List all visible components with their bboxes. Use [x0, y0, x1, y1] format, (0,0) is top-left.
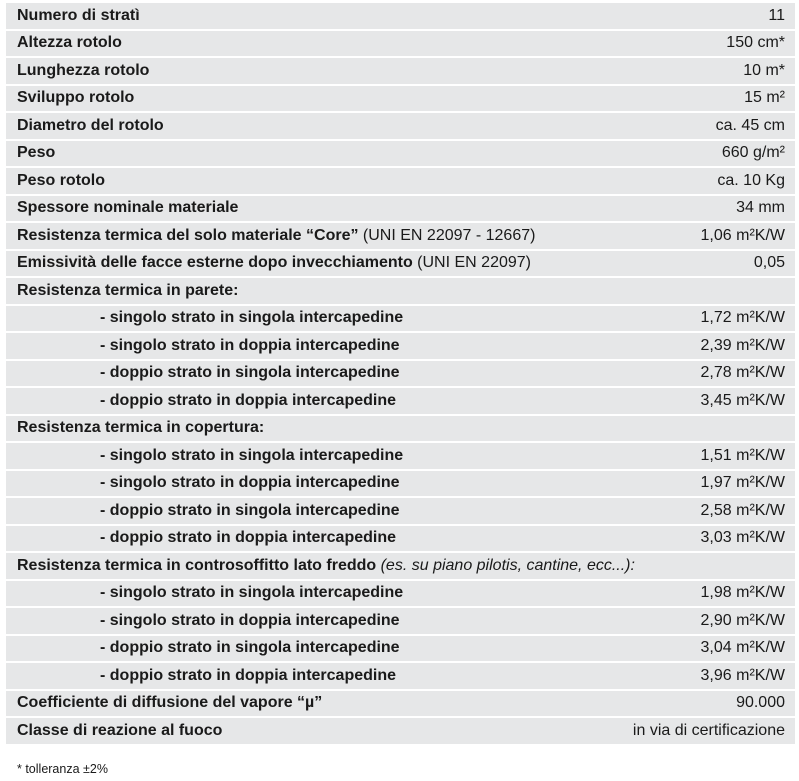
- row-label: - doppio strato in doppia intercapedine: [100, 391, 397, 409]
- row-value: ca. 10 Kg: [717, 171, 785, 189]
- row-label: - singolo strato in doppia intercapedine: [100, 336, 400, 354]
- row-label: Numero di stratì: [17, 6, 140, 24]
- row-label: Peso rotolo: [17, 171, 106, 189]
- footnote: * tolleranza ±2%: [17, 762, 108, 776]
- row-controsoffitto-4: [6, 663, 795, 689]
- row-spessore: [6, 196, 795, 222]
- row-section-parete: [6, 278, 795, 304]
- row-value: 11: [768, 6, 785, 24]
- row-controsoffitto-2: [6, 608, 795, 634]
- row-value: ca. 45 cm: [715, 116, 785, 134]
- row-label: Peso: [17, 144, 56, 162]
- row-label: Spessore nominale materiale: [17, 199, 239, 217]
- row-diffusione-vapore: [6, 691, 795, 717]
- row-value: 2,78 m²K/W: [700, 364, 785, 382]
- row-label: Diametro del rotolo: [17, 116, 164, 134]
- row-label: [6, 254, 754, 272]
- section-heading: Resistenza termica in parete:: [17, 281, 239, 299]
- row-peso-rotolo: [6, 168, 795, 194]
- row-value: 1,51 m²K/W: [700, 446, 785, 464]
- row-label-main: Resistenza termica del solo materiale “Core”: [17, 226, 359, 244]
- row-parete-4: [6, 388, 795, 414]
- section-heading: Resistenza termica in copertura:: [17, 419, 265, 437]
- row-label: - singolo strato in doppia intercapedine: [100, 474, 400, 492]
- row-copertura-4: [6, 526, 795, 552]
- row-label-note: (UNI EN 22097): [412, 254, 531, 272]
- row-label: - doppio strato in doppia intercapedine: [100, 666, 397, 684]
- row-copertura-3: [6, 498, 795, 524]
- row-label-main: Resistenza termica in controsoffitto lato freddo: [17, 556, 377, 574]
- row-value: 0,05: [753, 254, 785, 272]
- row-parete-1: [6, 306, 795, 332]
- row-altezza-rotolo: [6, 31, 795, 57]
- row-label: Coefficiente di diffusione del vapore “µ”: [17, 694, 323, 712]
- row-resistenza-core: [6, 223, 795, 249]
- row-sviluppo-rotolo: [6, 86, 795, 112]
- row-copertura-1: [6, 443, 795, 469]
- row-value: 3,45 m²K/W: [700, 391, 785, 409]
- row-value: 1,97 m²K/W: [700, 474, 785, 492]
- row-value: 34 mm: [736, 199, 785, 217]
- row-label: Altezza rotolo: [17, 34, 122, 52]
- row-emissivita: [6, 251, 795, 277]
- row-section-copertura: [6, 416, 795, 442]
- row-copertura-2: [6, 471, 795, 497]
- row-label: [6, 227, 701, 245]
- row-value: 1,72 m²K/W: [700, 309, 785, 327]
- row-value: 3,03 m²K/W: [700, 529, 785, 547]
- row-label: - doppio strato in singola intercapedine: [100, 639, 400, 657]
- row-label-note: (UNI EN 22097 - 12667): [358, 226, 536, 244]
- row-label-note: (es. su piano pilotis, cantine, ecc...):: [376, 556, 635, 574]
- row-controsoffitto-1: [6, 581, 795, 607]
- row-label: - singolo strato in singola intercapedine: [100, 446, 404, 464]
- row-controsoffitto-3: [6, 636, 795, 662]
- row-reazione-fuoco: [6, 718, 795, 744]
- row-value: 150 cm*: [726, 34, 785, 52]
- row-value: 3,04 m²K/W: [700, 639, 785, 657]
- row-numero-strati: [6, 3, 795, 29]
- row-label: - singolo strato in doppia intercapedine: [100, 611, 400, 629]
- row-value: in via di certificazione: [632, 721, 785, 739]
- row-label: Sviluppo rotolo: [17, 89, 135, 107]
- row-label-main: Emissività delle facce esterne dopo invecchiamento: [17, 254, 413, 272]
- row-value: 3,96 m²K/W: [700, 666, 785, 684]
- row-diametro-rotolo: [6, 113, 795, 139]
- spec-table: [6, 3, 795, 746]
- row-value: 2,58 m²K/W: [700, 501, 785, 519]
- row-lunghezza-rotolo: [6, 58, 795, 84]
- row-peso: [6, 141, 795, 167]
- row-value: 2,90 m²K/W: [700, 611, 785, 629]
- row-label: - singolo strato in singola intercapedine: [100, 309, 404, 327]
- row-value: 10 m*: [743, 61, 785, 79]
- row-label: - singolo strato in singola intercapedine: [100, 584, 404, 602]
- row-parete-2: [6, 333, 795, 359]
- row-section-controsoffitto: [6, 553, 795, 579]
- row-value: 90.000: [736, 694, 785, 712]
- row-value: 15 m²: [744, 89, 785, 107]
- row-label: - doppio strato in singola intercapedine: [100, 364, 400, 382]
- row-label: - doppio strato in singola intercapedine: [100, 501, 400, 519]
- row-value: 1,06 m²K/W: [700, 226, 785, 244]
- row-value: 660 g/m²: [721, 144, 785, 162]
- row-parete-3: [6, 361, 795, 387]
- row-label: Classe di reazione al fuoco: [17, 721, 223, 739]
- row-value: 1,98 m²K/W: [700, 584, 785, 602]
- row-label: - doppio strato in doppia intercapedine: [100, 529, 397, 547]
- row-value: 2,39 m²K/W: [700, 336, 785, 354]
- section-heading: [6, 557, 795, 575]
- row-label: Lunghezza rotolo: [17, 61, 150, 79]
